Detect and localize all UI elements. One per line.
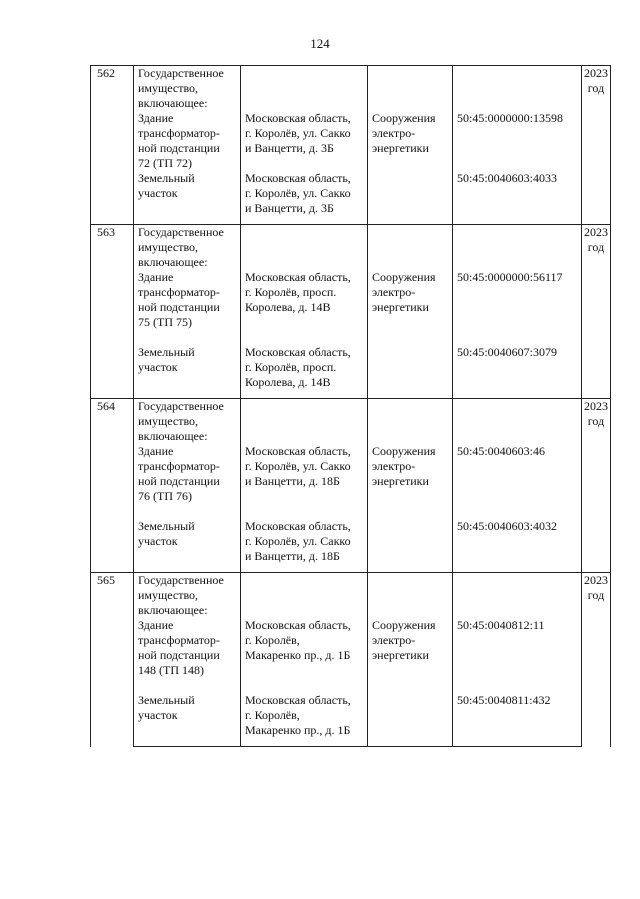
- object-name: Здание трансформатор- ной подстанции 72 (ТП 72): [134, 111, 241, 171]
- cadastral-number: 50:45:0040603:4032: [453, 519, 582, 573]
- object-address: Московская область, г. Королёв, ул. Сакко и Ванцетти, д. 3Б: [241, 111, 368, 171]
- table-row: [91, 444, 611, 519]
- year-cell: 2023 год: [582, 399, 611, 573]
- object-address: Московская область, г. Королёв, просп. Королева, д. 14В: [241, 270, 368, 345]
- cadastral-number: 50:45:0040603:4033: [453, 171, 582, 225]
- group-label: Государственное имущество, включающее:: [134, 573, 241, 619]
- year-cell: 2023 год: [582, 225, 611, 399]
- cadastral-number: 50:45:0000000:13598: [453, 111, 582, 171]
- object-purpose: Сооружения электро- энергетики: [368, 444, 453, 519]
- object-address: Московская область, г. Королёв, ул. Сакко и Ванцетти, д. 18Б: [241, 444, 368, 519]
- cadastral-number: 50:45:0040607:3079: [453, 345, 582, 399]
- object-purpose: Сооружения электро- энергетики: [368, 270, 453, 345]
- row-number: 564: [91, 399, 134, 573]
- object-address: Московская область, г. Королёв, просп. Королева, д. 14В: [241, 345, 368, 399]
- object-purpose: [368, 693, 453, 747]
- group-label: Государственное имущество, включающее:: [134, 399, 241, 445]
- row-number: 565: [91, 573, 134, 747]
- object-name: Здание трансформатор- ной подстанции 75 (ТП 75): [134, 270, 241, 345]
- cadastral-number: 50:45:0040812:11: [453, 618, 582, 693]
- object-name: Земельный участок: [134, 693, 241, 747]
- property-registry-table: [90, 65, 611, 747]
- cadastral-number: 50:45:0000000:56117: [453, 270, 582, 345]
- object-address: Московская область, г. Королёв, ул. Сакко и Ванцетти, д. 18Б: [241, 519, 368, 573]
- page-number: 124: [310, 36, 330, 51]
- year-cell: 2023 год: [582, 573, 611, 747]
- object-purpose: [368, 345, 453, 399]
- row-number: 562: [91, 66, 134, 225]
- year-cell: 2023 год: [582, 66, 611, 225]
- table-row: [91, 399, 611, 445]
- cadastral-number: 50:45:0040603:46: [453, 444, 582, 519]
- table-row: [91, 66, 611, 112]
- object-name: Земельный участок: [134, 519, 241, 573]
- object-name: Здание трансформатор- ной подстанции 76 (ТП 76): [134, 444, 241, 519]
- table-row: [91, 111, 611, 171]
- row-number: 563: [91, 225, 134, 399]
- table-row: [91, 519, 611, 573]
- object-address: Московская область, г. Королёв, ул. Сакко и Ванцетти, д. 3Б: [241, 171, 368, 225]
- object-purpose: Сооружения электро- энергетики: [368, 618, 453, 693]
- object-address: Московская область, г. Королёв, Макаренко пр., д. 1Б: [241, 618, 368, 693]
- table-row: [91, 171, 611, 225]
- cadastral-number: 50:45:0040811:432: [453, 693, 582, 747]
- object-name: Здание трансформатор- ной подстанции 148 (ТП 148): [134, 618, 241, 693]
- table-row: [91, 573, 611, 619]
- table-row: [91, 270, 611, 345]
- table-row: [91, 345, 611, 399]
- object-purpose: [368, 519, 453, 573]
- object-purpose: Сооружения электро- энергетики: [368, 111, 453, 171]
- table-row: [91, 618, 611, 693]
- table-row: [91, 225, 611, 271]
- object-purpose: [368, 171, 453, 225]
- group-label: Государственное имущество, включающее:: [134, 66, 241, 112]
- object-name: Земельный участок: [134, 171, 241, 225]
- object-name: Земельный участок: [134, 345, 241, 399]
- group-label: Государственное имущество, включающее:: [134, 225, 241, 271]
- table-row: [91, 693, 611, 747]
- object-address: Московская область, г. Королёв, Макаренко пр., д. 1Б: [241, 693, 368, 747]
